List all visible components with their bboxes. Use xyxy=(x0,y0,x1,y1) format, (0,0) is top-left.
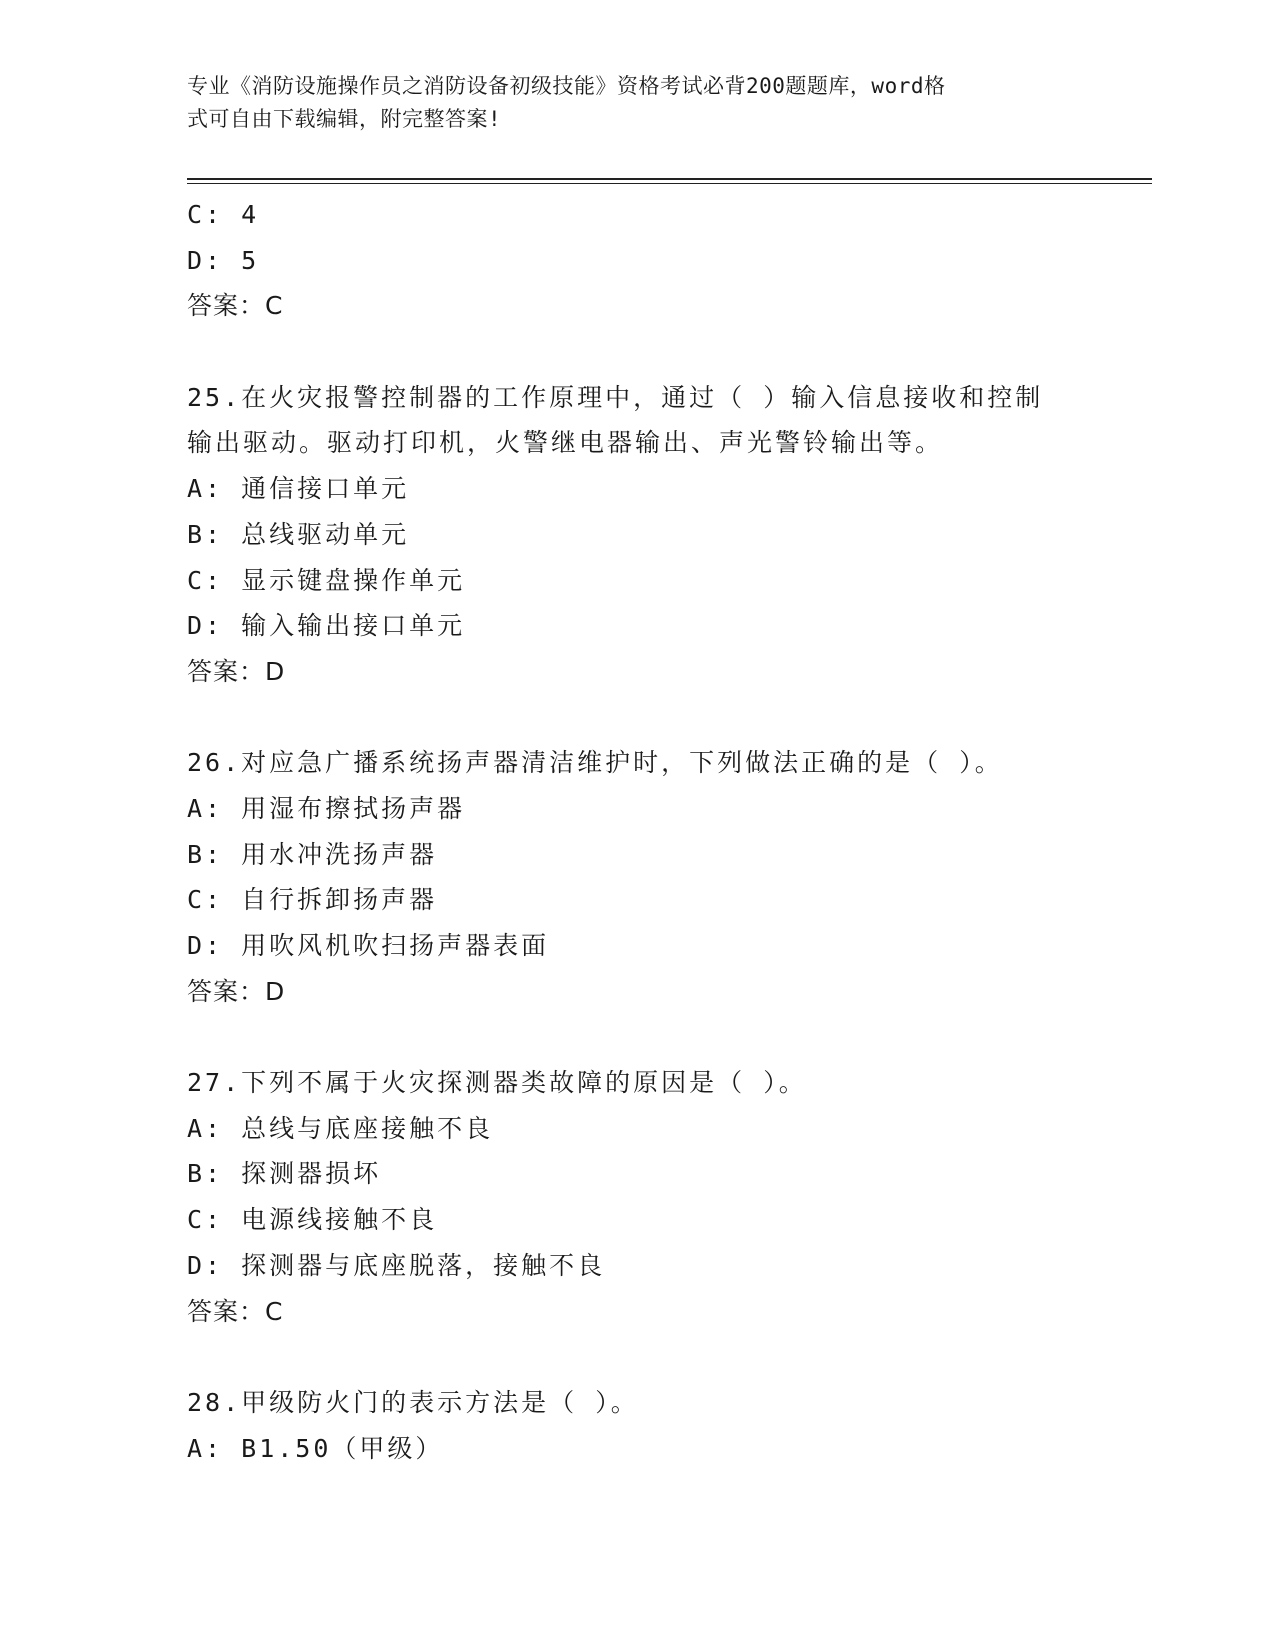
option-d: D: 用吹风机吹扫扬声器表面 xyxy=(187,931,550,960)
question-stem: 28.甲级防火门的表示方法是（ ）。 xyxy=(187,1387,639,1417)
spacer xyxy=(187,695,1087,741)
question-stem-continued: 输出驱动。驱动打印机，火警继电器输出、声光警铃输出等。 xyxy=(187,428,944,458)
header-divider-thin xyxy=(187,183,1152,184)
header-line-2: 式可自由下载编辑，附完整答案! xyxy=(187,107,502,131)
page-header xyxy=(187,70,1067,136)
spacer xyxy=(187,1014,1087,1060)
spacer xyxy=(187,1334,1087,1380)
option-c: C: 电源线接触不良 xyxy=(187,1205,438,1235)
option-c: C: 显示键盘操作单元 xyxy=(187,565,466,595)
option-a: A: 通信接口单元 xyxy=(187,474,410,504)
option-d: D: 探测器与底座脱落，接触不良 xyxy=(187,1250,606,1280)
option-b: B: 总线驱动单元 xyxy=(187,519,410,549)
option-c: C: 4 xyxy=(187,200,260,229)
answer-label: 答案：D xyxy=(187,656,286,686)
header-divider-thick xyxy=(187,178,1152,180)
option-a: A: 总线与底座接触不良 xyxy=(187,1113,494,1143)
question-list xyxy=(187,192,1087,1471)
answer-label: 答案：C xyxy=(187,1296,284,1326)
option-d: D: 5 xyxy=(187,245,260,275)
option-a: A: B1.50（甲级） xyxy=(187,1433,444,1463)
spacer xyxy=(187,329,1087,375)
question-stem: 26.对应急广播系统扬声器清洁维护时，下列做法正确的是（ ）。 xyxy=(187,748,1003,778)
option-b: B: 探测器损坏 xyxy=(187,1159,382,1189)
option-d: D: 输入输出接口单元 xyxy=(187,611,466,641)
option-a: A: 用湿布擦拭扬声器 xyxy=(187,793,466,823)
question-stem: 27.下列不属于火灾探测器类故障的原因是（ ）。 xyxy=(187,1068,807,1098)
option-c: C: 自行拆卸扬声器 xyxy=(187,885,438,915)
option-b: B: 用水冲洗扬声器 xyxy=(187,839,438,869)
question-stem: 25.在火灾报警控制器的工作原理中，通过（ ）输入信息接收和控制 xyxy=(187,382,1044,412)
answer-label: 答案：D xyxy=(187,976,286,1006)
header-line-1: 专业《消防设施操作员之消防设备初级技能》资格考试必背200题题库，word格 xyxy=(187,74,946,98)
answer-label: 答案：C xyxy=(187,291,284,321)
